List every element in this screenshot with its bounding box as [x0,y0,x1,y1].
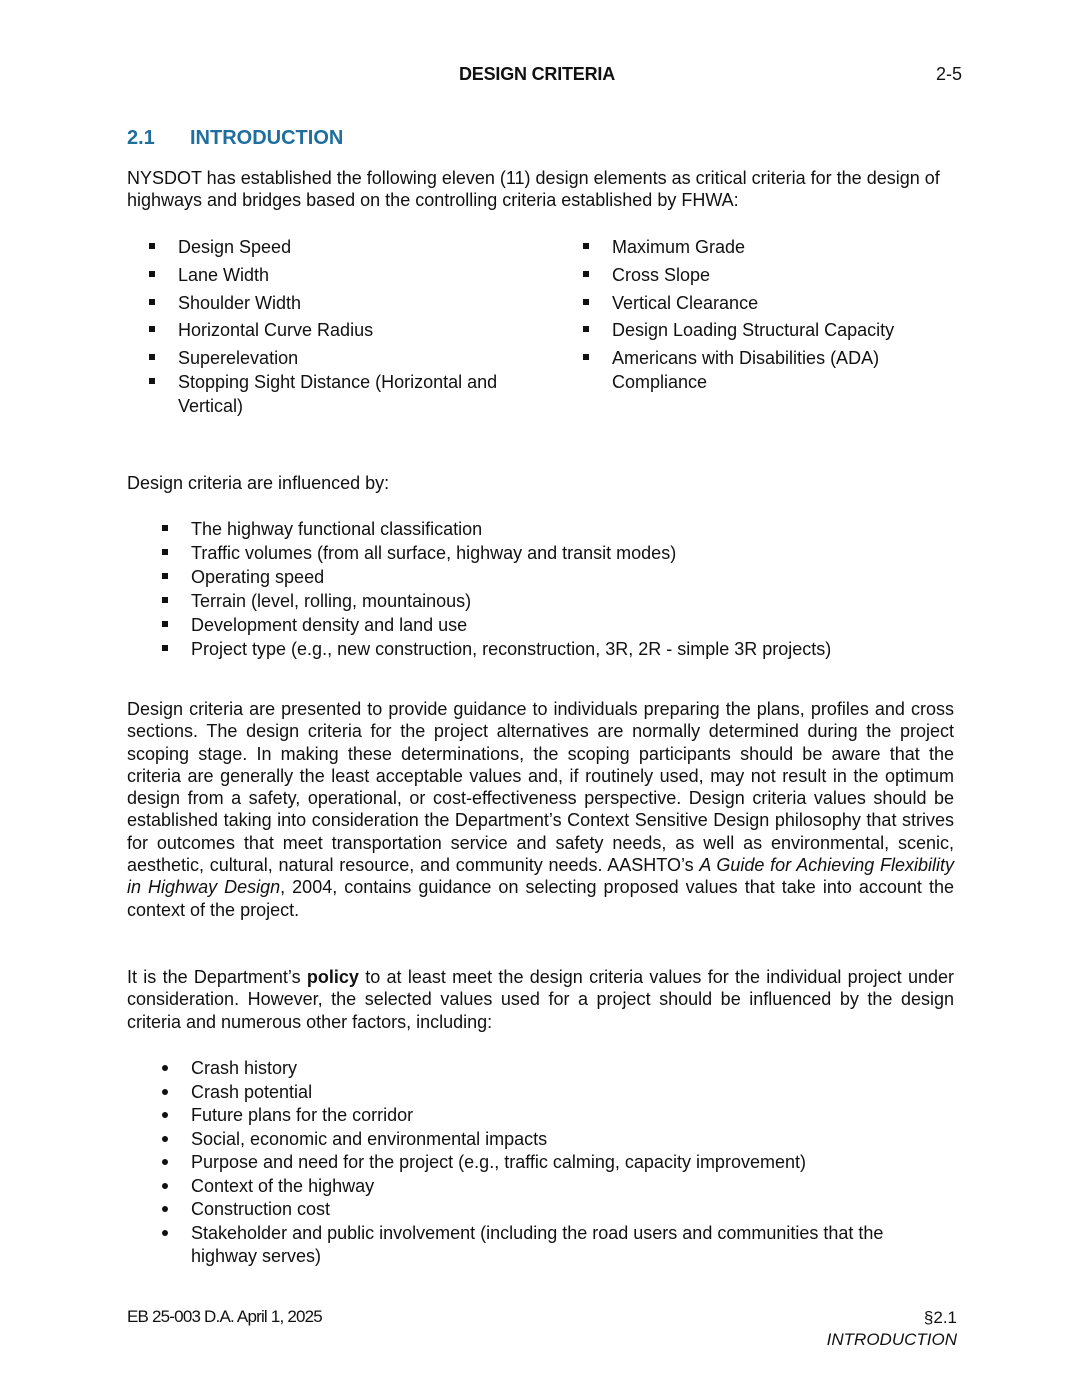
list-item: Context of the highway [191,1175,951,1199]
list-item: Social, economic and environmental impacts [191,1128,951,1152]
list-item: Project type (e.g., new construction, reconstruction, 3R, 2R - simple 3R projects) [191,637,951,661]
round-bullet-icon [162,1065,168,1071]
square-bullet-icon [162,597,168,603]
square-bullet-icon [583,299,589,305]
round-bullet-icon [162,1089,168,1095]
list-item: Construction cost [191,1198,951,1222]
list-item: Purpose and need for the project (e.g., traffic calming, capacity improvement) [191,1151,951,1175]
square-bullet-icon [149,378,155,384]
critical-criteria-list-left [178,235,548,422]
section-number: 2.1 [127,127,155,149]
square-bullet-icon [162,549,168,555]
section-title: INTRODUCTION [190,127,344,149]
factors-list [191,1057,951,1269]
list-item: Superelevation [178,346,548,370]
square-bullet-icon [149,299,155,305]
guidance-paragraph: Design criteria are presented to provide guidance to individuals preparing the plans, profiles and cross sections. The design criteria for the project alternatives are normally determined during the project scoping stage. In making these determinations, the scoping participants should be aware that the criteria are generally the least acceptable values and, if routinely used, may not result in the optimum design from a safety, operational, or cost-effectiveness perspective. Design criteria values should be established taking into consideration the Department’s Context Sensitive Design philosophy that strives for outcomes that meet transportation service and safety needs, as well as environmental, scenic, aesthetic, cultural, natural resource, and community needs. AASHTO’s A Guide for Achieving Flexibility in Highway Design, 2004, contains guidance on selecting proposed values that take into account the context of the project. [127,699,954,920]
list-item: Traffic volumes (from all surface, highway and transit modes) [191,541,951,565]
list-item: Design Speed [178,235,548,259]
square-bullet-icon [149,326,155,332]
footer-section-ref: §2.1 [923,1308,957,1327]
square-bullet-icon [583,326,589,332]
influenced-by-list [191,517,951,661]
square-bullet-icon [583,243,589,249]
square-bullet-icon [162,525,168,531]
list-item: Horizontal Curve Radius [178,318,548,342]
list-item: Terrain (level, rolling, mountainous) [191,589,951,613]
round-bullet-icon [162,1206,168,1212]
list-item: Maximum Grade [612,235,942,259]
square-bullet-icon [149,243,155,249]
page-number: 2-5 [935,64,962,84]
square-bullet-icon [162,621,168,627]
list-item: Stopping Sight Distance (Horizontal and Vertical) [178,370,548,418]
square-bullet-icon [149,354,155,360]
list-item: The highway functional classification [191,517,951,541]
list-item: Design Loading Structural Capacity [612,318,942,342]
list-item: Crash potential [191,1081,951,1105]
list-item: Development density and land use [191,613,951,637]
list-item: Stakeholder and public involvement (including the road users and communities that the highway serves) [191,1222,951,1269]
section-heading [127,127,343,150]
list-item: Operating speed [191,565,951,589]
list-item: Shoulder Width [178,291,548,315]
list-item: Future plans for the corridor [191,1104,951,1128]
list-item: Lane Width [178,263,548,287]
square-bullet-icon [162,573,168,579]
round-bullet-icon [162,1183,168,1189]
round-bullet-icon [162,1136,168,1142]
influenced-by-lead: Design criteria are influenced by: [127,473,390,493]
footer-section-name: INTRODUCTION [826,1330,957,1349]
footer-section [827,1307,957,1351]
square-bullet-icon [162,645,168,651]
list-item: Crash history [191,1057,951,1081]
round-bullet-icon [162,1112,168,1118]
round-bullet-icon [162,1230,168,1236]
policy-paragraph: It is the Department’s policy to at least meet the design criteria values for the individual project under consideration. However, the selected values used for a project should be influenced by the design criteria and numerous other factors, including: [127,967,954,1032]
round-bullet-icon [162,1159,168,1165]
running-header-title: DESIGN CRITERIA [458,64,615,84]
intro-paragraph: NYSDOT has established the following eleven (11) design elements as critical criteria for the design of highways and bridges based on the controlling criteria established by FHWA: [127,168,940,211]
critical-criteria-list-right [612,235,942,398]
square-bullet-icon [583,271,589,277]
square-bullet-icon [149,271,155,277]
list-item: Cross Slope [612,263,942,287]
list-item: Americans with Disabilities (ADA) Compliance [612,346,942,394]
policy-emphasis: policy [306,967,359,987]
footer-bulletin: EB 25-003 D.A. April 1, 2025 [127,1307,322,1326]
publication-title: A Guide for Achieving Flexibility in Highway Design [127,855,954,898]
list-item: Vertical Clearance [612,291,942,315]
square-bullet-icon [583,354,589,360]
